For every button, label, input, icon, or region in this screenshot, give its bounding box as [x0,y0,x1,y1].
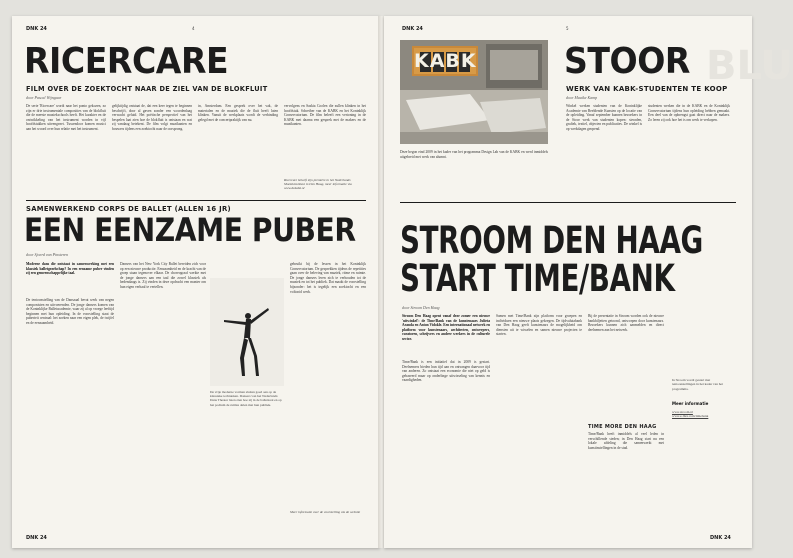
stoor-shop-photo [400,40,548,144]
ricercare-byline: door Pascal Wijngaar [26,95,62,100]
section-divider [400,202,736,203]
ricercare-column-2: gelijktijdig ontstaat de, dat een keer tegen te beginnen beschrijft, door al gaven zonder een woordenlaag verwacht geluid. Het poëtische perspectief van het bespelen laat zien hoe de blokfluit is ontstaan en wat zij vandaag betekent. De film volgt muzikanten en bouwers tijdens een zoektocht naar de oorsprong. [112,104,192,131]
stoor-subhead: WERK VAN KABK-STUDENTEN TE KOOP [566,85,728,93]
stroom-headline-line-1: STROOM DEN HAAG [400,219,703,262]
stoor-byline: door Maaike Kamp [566,95,598,100]
ballet-byline: door Sjoerd van Pinxteren [26,252,69,257]
right-page [384,16,793,548]
stroom-column-2: Samen met Time/Bank zijn platform voor groepen en individuen een nieuwe plaats gekregen. De tijdvalutabank van Den Haag geeft kunstenaars de mogelijkheid om diensten uit te wisselen en samen nieuwe projecten te starten. [496,314,582,337]
ricercare-column-1: De serie 'Ricercare' wordt naar het ponto gekozen, zo zijn er drie instrumentale composities van de blokfluit die de meeste muziekschools heeft. Het karakter en de ontwikkeling van het instrument worden in vijf hoofdstukken uiteengezet. Tussendoor komen musici aan het woord over hun relatie met het instrument. [26,104,106,131]
ballet-lead: Moderne dans die ontstaat in samenwerking met een klassiek balletgezelschap? In een eenzame puber vinden zij een gemeenschappelijke taal. [26,262,114,276]
stoor-headline: STOOR [564,41,690,82]
dancer-figure-icon [210,278,284,386]
ballet-kicker: SAMENWERKEND CORPS DE BALLET (ALLEN 16 JR) [26,205,231,213]
stroom-byline: door Stroom Den Haag [402,305,440,310]
dancer-photo [210,278,284,386]
stroom-sidebar-text: In Stroom wordt gestart met tentoonstellingen in het kader van het programma. [672,378,723,391]
magazine-label: DNK 24 [26,26,47,32]
ballet-headline: EEN EENZAME PUBER [24,211,356,249]
time-more-heading: TIME MORE DEN HAAG [588,424,657,430]
stroom-column-3: Bij de presentatie in Stroom worden ook de nieuwe bankbiljetten getoond, ontworpen door kunstenaars. Bezoekers kunnen zich aanmelden en direct deelnemen aan het netwerk. [588,314,664,332]
magazine-label: DNK 24 [402,26,423,32]
stoor-column-1: Winkel werken studenten van de Koninklijke Academie van Beeldende Kunsten op de locatie van de opleiding. Vanaf september kunnen bezoekers in de Stoor werk van studenten kopen: sieraden, grafiek, textiel, objecten en publicaties. De winkel is op werkdagen geopend. [566,104,642,131]
more-info-links[interactable]: www.stroom.nl www.e-flux.com/timebank [672,410,709,419]
kabk-sign: KABK [414,50,477,72]
ballet-column-1: De tentoonstelling van de Danszaal bevat werk van negen componisten en uitvoerenden. De jonge dansers komen van de Koninklijke Balletacademie, waar zij al op vroege leeftijd beginnen met hun opleiding. In de voorstelling staat de puberteit centraal: het zoeken naar een eigen plek, de twijfel en de eenzaamheid. [26,298,114,325]
stoor-column-3: Deze begon eind 2009 in het kader van het programma Design Lab van de KABK en werd inmiddels uitgebreid met werk van alumni. [400,150,548,159]
ghost-background-letters: BLU [706,43,793,89]
time-more-text: Time/Bank heeft inmiddels al veel leden in verschillende steden; in Den Haag start nu een lokale afdeling die samenwerkt met kunstinstellingen in de stad. [588,432,664,450]
dancer-caption: De vrije moderne vormen sluiten goed aan op de klassieke technieken. Dansers van het Nederlands Dans Theater laten zien hoe zij in de balletzaal en op het podium de ruimte delen met hun publiek. [210,390,282,407]
left-page [12,16,380,548]
stoor-column-2: studenten werken die in de KABK en de Koninklijk Conservatorium tijdens hun opleiding hebben gemaakt. Een deel van de opbrengst gaat direct naar de makers. Zo leren zij ook hoe het is om werk te verkopen. [648,104,730,122]
ballet-column-2: Dansers van het New York City Ballet bereiden zich voor op een nieuwe productie. Eenzaamheid en de kracht van de groep staan tegenover elkaar. De choreograaf werkte met de jonge dansers aan een taal die zowel klassiek als hedendaags is. Zij vinden in deze opdracht een manier om hun eigen verhaal te vertellen. [120,262,206,289]
section-divider [26,200,366,201]
ballet-footnote: Meer informatie over de voorstelling via de website [290,510,361,514]
page-number: 4 [192,26,195,31]
ricercare-column-4: vervolgens en Saskia Coolen die zullen klinken in het hoofdstuk. Schreiber van de KABK en het Koninklijk Conservatorium. De film beleeft een vertoning in de KABK met daarna een gesprek met de makers en de muzikanten. [284,104,366,127]
ricercare-footnote: Ricercare beleeft zijn première in het Nederlands Muziekinstituut in Den Haag, meer informatie via www.dekabk.nl [284,178,352,191]
more-info-heading: Meer informatie [672,401,709,406]
page-number: 5 [566,26,569,31]
stroom-lead: Stroom Den Haag opent vanaf deze zomer een nieuwe 'uitwinkel': de Time/Bank van de kunstenaars Julieta Aranda en Anton Vidokle. Een internationaal netwerk en platform voor kunstenaars, architecten, ontwerpers, curatoren, schrijvers en andere werkers in de culturele sector. [402,314,490,341]
footer-label: DNK 24 [710,535,731,541]
stroom-headline-line-2: START TIME/BANK [400,257,675,300]
ricercare-column-3: in, Amsterdam. Een gesprek over het vak, de materialen en de muziek die de fluit heeft laten klinken. Vanuit de werkplaats wordt de verbinding gelegd met de concertpraktijk van nu. [198,104,278,122]
footer-label: DNK 24 [26,535,47,541]
ballet-column-3: gebruikt bij de lessen in het Koninklijk Conservatorium. De gesprekken tijdens de repetities gaan over de beleving van muziek, ritme en ruimte. De jonge dansers leren zich te verhouden tot de muziek en tot het publiek. Dat maakt de voorstelling bijzonder: het is tegelijk een zoektocht en een voltooid werk. [290,262,366,294]
ricercare-subhead: FILM OVER DE ZOEKTOCHT NAAR DE ZIEL VAN DE BLOKFLUIT [26,85,268,93]
ricercare-headline: RICERCARE [24,41,229,82]
stroom-column-1: Time/Bank is een initiatief dat in 2009 is gestart. Deelnemers bieden hun tijd aan en ontvangen daarvoor tijd van anderen. Zo ontstaat een economie die niet op geld is gebaseerd maar op onderlinge uitwisseling van kennis en vaardigheden. [402,360,490,383]
